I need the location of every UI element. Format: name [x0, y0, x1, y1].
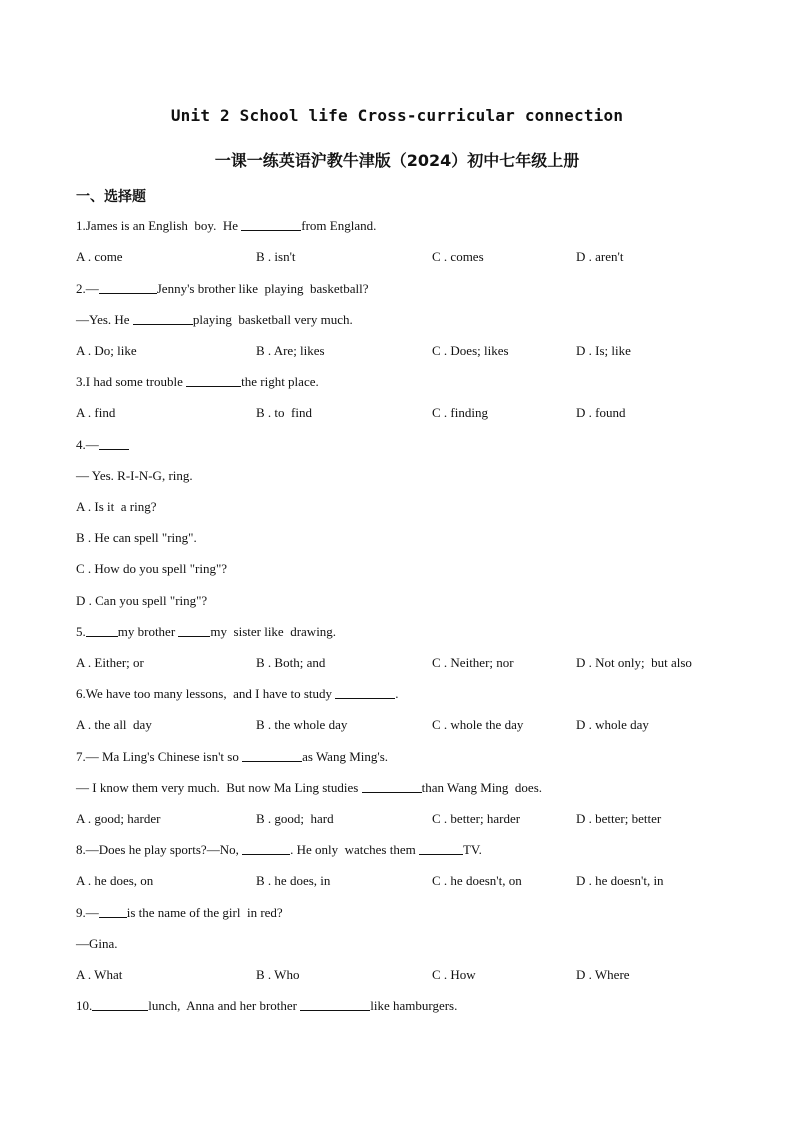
question-10-stem: 10. lunch, Anna and her brother like hamburgers. — [76, 998, 458, 1013]
question-9-stem: 9.— is the name of the girl in red? — [76, 905, 283, 920]
answer-blank — [99, 279, 157, 294]
question-8-option-b[interactable]: B . he does, in — [256, 873, 331, 888]
question-6-option-c[interactable]: C . whole the day — [432, 717, 524, 732]
answer-blank — [335, 684, 395, 699]
question-1-option-b[interactable]: B . isn't — [256, 249, 296, 264]
answer-blank — [300, 996, 370, 1011]
question-2-stem: 2.— Jenny's brother like playing basketball? — [76, 281, 369, 296]
question-8-option-d[interactable]: D . he doesn't, in — [576, 873, 664, 888]
question-1-stem: 1.James is an English boy. He from England. — [76, 218, 377, 233]
question-4-stem: 4.— — [76, 435, 129, 455]
question-5-option-a[interactable]: A . Either; or — [76, 655, 144, 670]
question-1-option-d[interactable]: D . aren't — [576, 249, 624, 264]
question-3-option-a[interactable]: A . find — [76, 405, 116, 420]
question-4-option-c[interactable]: C . How do you spell "ring"? — [76, 561, 228, 576]
question-9-option-d[interactable]: D . Where — [576, 967, 630, 982]
question-2-option-b[interactable]: B . Are; likes — [256, 343, 325, 358]
page-subtitle: 一课一练英语沪教牛津版（2024）初中七年级上册 — [214, 151, 580, 170]
question-1-option-a[interactable]: A . come — [76, 249, 123, 264]
answer-blank — [242, 840, 290, 855]
answer-blank — [133, 310, 193, 325]
answer-blank — [178, 622, 210, 637]
answer-blank — [242, 747, 302, 762]
question-7-option-b[interactable]: B . good; hard — [256, 811, 334, 826]
question-2-option-c[interactable]: C . Does; likes — [432, 343, 509, 358]
question-4-stem-line-2: — Yes. R-I-N-G, ring. — [76, 468, 193, 483]
answer-blank — [92, 996, 148, 1011]
question-4-option-d[interactable]: D . Can you spell "ring"? — [76, 593, 208, 608]
question-3-option-b[interactable]: B . to find — [256, 405, 312, 420]
question-7-option-c[interactable]: C . better; harder — [432, 811, 521, 826]
question-5-option-b[interactable]: B . Both; and — [256, 655, 326, 670]
answer-blank — [99, 903, 127, 918]
question-5-option-c[interactable]: C . Neither; nor — [432, 655, 514, 670]
answer-blank — [99, 435, 129, 450]
question-9-stem-line-2: —Gina. — [76, 936, 118, 951]
question-8-option-a[interactable]: A . he does, on — [76, 873, 154, 888]
question-7-stem: 7.— Ma Ling's Chinese isn't so as Wang Ming's. — [76, 749, 389, 764]
question-6-option-d[interactable]: D . whole day — [576, 717, 649, 732]
question-6-option-b[interactable]: B . the whole day — [256, 717, 348, 732]
question-8-option-c[interactable]: C . he doesn't, on — [432, 873, 522, 888]
question-2-option-a[interactable]: A . Do; like — [76, 343, 137, 358]
question-2-stem-line-2: —Yes. He playing basketball very much. — [76, 312, 353, 327]
answer-blank — [86, 622, 118, 637]
question-6-option-a[interactable]: A . the all day — [76, 717, 152, 732]
answer-blank — [241, 216, 301, 231]
question-4-option-a[interactable]: A . Is it a ring? — [76, 499, 157, 514]
answer-blank — [419, 840, 463, 855]
section-heading: 一、选择题 — [76, 189, 146, 205]
question-8-stem: 8.—Does he play sports?—No, . He only watches them TV. — [76, 842, 482, 857]
question-4-option-b[interactable]: B . He can spell "ring". — [76, 530, 197, 545]
question-7-stem-line-2: — I know them very much. But now Ma Ling studies than Wang Ming does. — [76, 780, 543, 795]
question-3-option-c[interactable]: C . finding — [432, 405, 488, 420]
question-1-option-c[interactable]: C . comes — [432, 249, 484, 264]
answer-blank — [362, 778, 422, 793]
question-9-option-b[interactable]: B . Who — [256, 967, 300, 982]
answer-blank — [186, 372, 241, 387]
question-2-option-d[interactable]: D . Is; like — [576, 343, 631, 358]
question-5-stem: 5. my brother my sister like drawing. — [76, 624, 337, 639]
question-6-stem: 6.We have too many lessons, and I have to study . — [76, 686, 399, 701]
question-5-option-d[interactable]: D . Not only; but also — [576, 655, 692, 670]
question-9-option-c[interactable]: C . How — [432, 967, 476, 982]
question-3-stem: 3.I had some trouble the right place. — [76, 374, 319, 389]
question-7-option-d[interactable]: D . better; better — [576, 811, 662, 826]
question-9-option-a[interactable]: A . What — [76, 967, 123, 982]
question-7-option-a[interactable]: A . good; harder — [76, 811, 161, 826]
page-title: Unit 2 School life Cross-curricular connection — [170, 106, 624, 125]
question-3-option-d[interactable]: D . found — [576, 405, 626, 420]
